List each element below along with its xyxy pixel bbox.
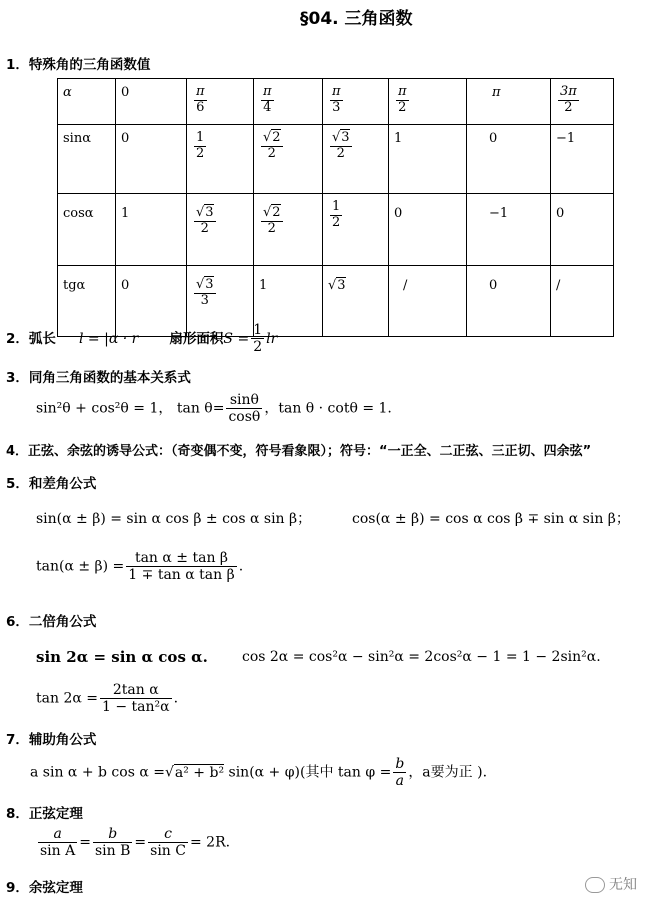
cell: −1 bbox=[551, 125, 614, 194]
fraction: $\frac{1}{2}$ bbox=[253, 322, 263, 356]
table-row bbox=[58, 194, 614, 266]
fraction: $\frac{b}{\text{sin B}}$ bbox=[94, 826, 131, 860]
cell: 0 bbox=[116, 125, 187, 194]
section6-heading: 6．二倍角公式 bbox=[6, 614, 97, 630]
cell: √3 bbox=[328, 278, 346, 293]
tan-sum-formula: tan(α ± β) = $\frac{\text{tan α ± tan β}}{\text{1 ∓ tan α tan β}}$ . bbox=[36, 550, 244, 584]
wechat-icon bbox=[585, 877, 605, 893]
section9-heading: 9．余弦定理 bbox=[6, 880, 83, 896]
fraction: $\frac{1}{2}$ bbox=[196, 130, 205, 161]
section3-formulas bbox=[36, 392, 392, 425]
fraction: $\frac{\pi}{4}$ bbox=[263, 84, 272, 115]
tan-def-lhs: tan θ= bbox=[176, 400, 225, 417]
area-rhs: lr bbox=[266, 331, 278, 348]
cell: / bbox=[551, 266, 614, 337]
fraction: $\frac{√3}{2}$ bbox=[196, 205, 214, 236]
cos-double-formula: cos 2α = cos²α − sin²α = 2cos²α − 1 = 1 − 2sin²α. bbox=[242, 649, 601, 665]
fraction: $\frac{√3}{3}$ bbox=[196, 277, 214, 308]
row-label: cosα bbox=[58, 194, 116, 266]
sector-area-label: 扇形面积 bbox=[169, 331, 224, 348]
fraction: $\frac{\sin\theta}{\cos\theta}$ bbox=[228, 392, 261, 426]
cell: 0 bbox=[551, 194, 614, 266]
fraction: $\frac{c}{\text{sin C}}$ bbox=[150, 826, 186, 860]
cell: 0 bbox=[467, 266, 551, 337]
section5-heading: 5．和差角公式 bbox=[6, 476, 97, 492]
section2 bbox=[6, 322, 277, 355]
cell: 1 bbox=[389, 125, 467, 194]
cos-sum-formula: cos(α ± β) = cos α cos β ∓ sin α sin β； bbox=[352, 511, 630, 527]
cell: 1 bbox=[116, 194, 187, 266]
fraction: $\frac{a}{\text{sin A}}$ bbox=[40, 826, 76, 860]
cell: 0 bbox=[467, 125, 551, 194]
arc-length-formula: l = |α · r bbox=[79, 331, 139, 348]
cell: 1 bbox=[254, 266, 323, 337]
page-title: §04. 三角函数 bbox=[300, 9, 413, 29]
auxiliary-angle-formula: a sin α + b cos α =√a² + b² sin(α + φ)(其中 tan φ = $\frac{b}{a}$ ，a要为正 ). bbox=[30, 756, 488, 790]
section3-heading: 3．同角三角函数的基本关系式 bbox=[6, 370, 191, 386]
fraction: $\frac{\pi}{6}$ bbox=[196, 84, 205, 115]
cell: 0 bbox=[116, 79, 187, 125]
section8-heading: 8．正弦定理 bbox=[6, 806, 83, 822]
fraction: $\frac{3\pi}{2}$ bbox=[560, 84, 577, 115]
fraction: $\frac{\pi}{2}$ bbox=[398, 84, 407, 115]
fraction: $\frac{√3}{2}$ bbox=[332, 130, 350, 161]
section4-heading: 4．正弦、余弦的诱导公式：（奇变偶不变，符号看象限）；符号：“一正全、二正弦、三正切、四余弦” bbox=[6, 444, 592, 459]
fraction: $\frac{\text{2tan α}}{\text{1 − tan²α}}$ bbox=[101, 682, 170, 716]
fraction: $\frac{\text{tan α ± tan β}}{\text{1 ∓ tan α tan β}}$ bbox=[128, 550, 235, 584]
area-lhs: S = bbox=[223, 331, 250, 348]
row-label: tgα bbox=[58, 266, 116, 337]
cell: 0 bbox=[116, 266, 187, 337]
law-of-sines: $\frac{a}{\text{sin A}}$ = $\frac{b}{\text{sin B}}$ = $\frac{c}{\text{sin C}}$ = 2R. bbox=[40, 826, 231, 860]
section2-heading: 2．弧长 bbox=[6, 331, 56, 348]
watermark: 无知 bbox=[585, 874, 637, 894]
fraction: $\frac{\pi}{3}$ bbox=[332, 84, 341, 115]
tan-cot-identity: ，tan θ · cotθ = 1. bbox=[264, 400, 392, 417]
tan-double-formula: tan 2α = $\frac{\text{2tan α}}{\text{1 − tan²α}}$ . bbox=[36, 682, 179, 716]
header-label: α bbox=[63, 85, 72, 100]
pythagorean-identity: sin²θ + cos²θ = 1， bbox=[36, 400, 173, 417]
cell: −1 bbox=[467, 194, 551, 266]
fraction: $\frac{b}{a}$ bbox=[395, 756, 405, 790]
table-row bbox=[58, 125, 614, 194]
fraction: $\frac{√2}{2}$ bbox=[263, 130, 281, 161]
section7-heading: 7．辅助角公式 bbox=[6, 732, 97, 748]
table-row bbox=[58, 79, 614, 125]
sin-sum-formula: sin(α ± β) = sin α cos β ± cos α sin β； bbox=[36, 511, 312, 527]
section1-heading: 1．特殊角的三角函数值 bbox=[6, 57, 151, 73]
cell: / bbox=[389, 266, 467, 337]
fraction: $\frac{√2}{2}$ bbox=[263, 205, 281, 236]
trig-values-table bbox=[57, 78, 614, 337]
cell: π bbox=[492, 85, 501, 100]
row-label: sinα bbox=[58, 125, 116, 194]
cell: 0 bbox=[389, 194, 467, 266]
sin-double-formula: sin 2α = sin α cos α. bbox=[36, 648, 208, 666]
fraction: $\frac{1}{2}$ bbox=[332, 199, 341, 230]
